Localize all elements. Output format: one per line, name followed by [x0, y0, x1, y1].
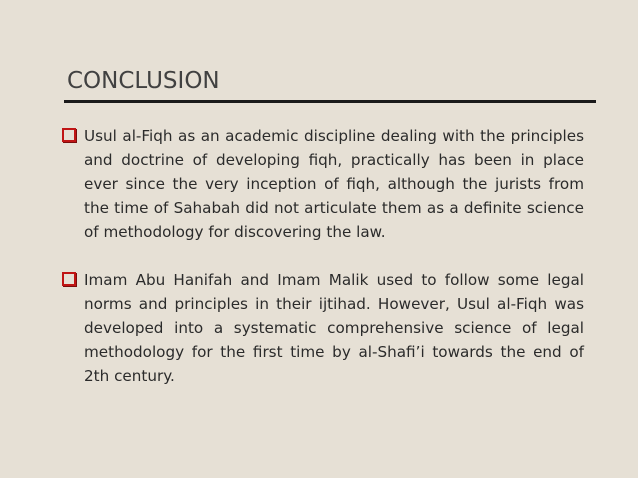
title-underline: [64, 100, 596, 103]
hollow-square-bullet-icon: [62, 272, 76, 286]
bullet-list: [62, 124, 584, 412]
bullet-text: Usul al-Fiqh as an academic discipline dealing with the principles and doctrine of developing fiqh, practically has been in place ever since the very inception of fiqh, although the jurists from the time of Sahabah did not articulate them as a definite science of methodology for discovering the law.: [84, 127, 584, 241]
slide-title: CONCLUSION: [67, 68, 220, 94]
bullet-text: Imam Abu Hanifah and Imam Malik used to follow some legal norms and principles in their ijtihad. However, Usul al-Fiqh was developed into a systematic comprehensive science of legal methodology for the first time by al-Shafi’i towards the end of 2th century.: [84, 271, 584, 385]
bullet-item: [62, 124, 584, 244]
bullet-item: [62, 268, 584, 388]
hollow-square-bullet-icon: [62, 128, 76, 142]
